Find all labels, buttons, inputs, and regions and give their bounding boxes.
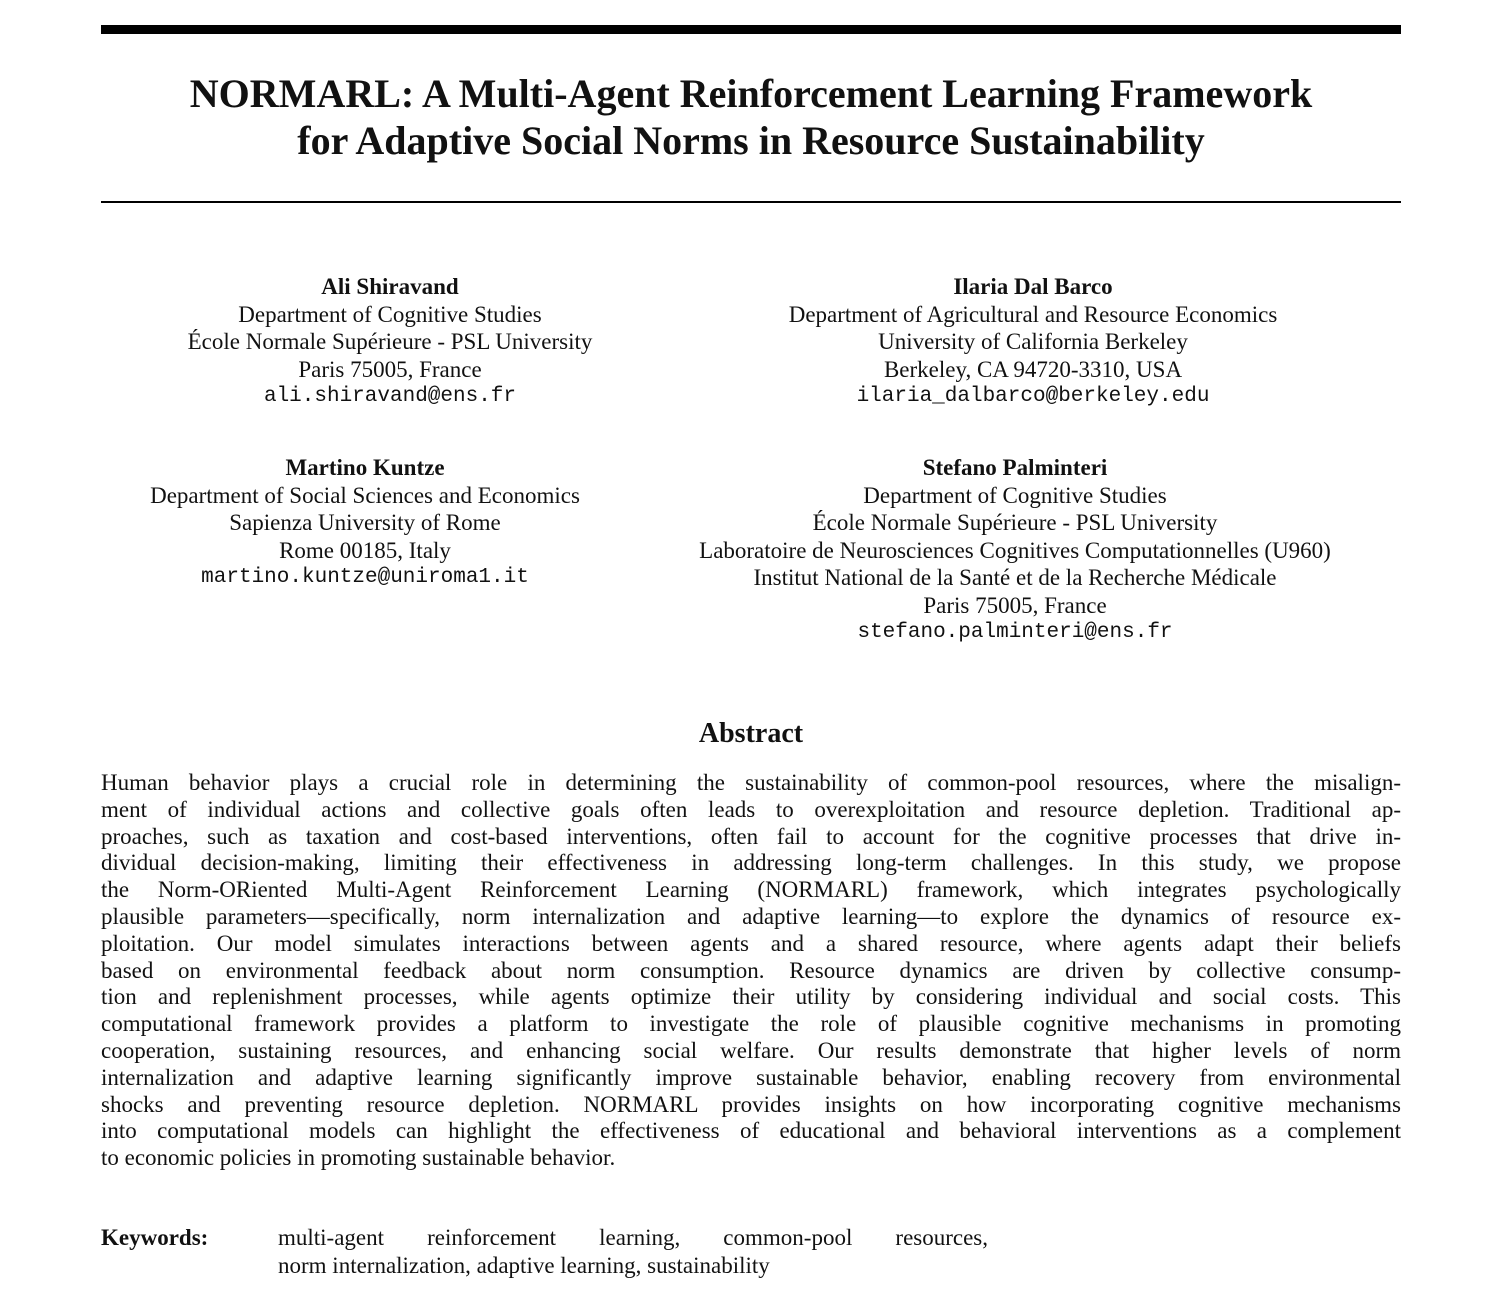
abstract-line: Human behavior plays a crucial role in determining the sustainability of common-pool resources, where the misalign- xyxy=(101,770,1401,795)
author-block-dal-barco xyxy=(683,273,1383,411)
abstract-line: into computational models can highlight the effectiveness of educational and behavioral interventions as a complement xyxy=(101,1118,1401,1144)
author-email[interactable]: martino.kuntze@uniroma1.it xyxy=(201,566,529,589)
abstract-line: tion and replenishment processes, while agents optimize their utility by considering individual and social costs. This xyxy=(101,984,1401,1010)
abstract-line: shocks and preventing resource depletion. NORMARL provides insights on how incorporating cognitive mechanisms xyxy=(101,1091,1401,1117)
author-block-palminteri xyxy=(640,454,1390,647)
abstract-line: ploitation. Our model simulates interactions between agents and a shared resource, where agents adapt their beliefs xyxy=(101,930,1401,956)
author-institution: University of California Berkeley xyxy=(878,329,1188,354)
abstract-line: computational framework provides a platform to investigate the role of plausible cognitive mechanisms in promoting xyxy=(101,1011,1401,1037)
title-rule xyxy=(101,201,1401,203)
abstract-line: the Norm-ORiented Multi-Agent Reinforcement Learning (NORMARL) framework, which integrates psychologically xyxy=(101,877,1401,903)
title-line-2: for Adaptive Social Norms in Resource Sustainability xyxy=(297,118,1205,163)
abstract-line: to economic policies in promoting sustainable behavior. xyxy=(101,1145,616,1171)
author-address: Paris 75005, France xyxy=(923,592,1107,618)
abstract-line: internalization and adaptive learning significantly improve sustainable behavior, enabling recovery from environmental xyxy=(101,1064,1401,1090)
keywords-list xyxy=(278,1224,988,1280)
author-institute: Institut National de la Santé et de la Recherche Médicale xyxy=(753,565,1277,590)
author-address: Berkeley, CA 94720-3310, USA xyxy=(883,356,1183,382)
author-email[interactable]: ilaria_dalbarco@berkeley.edu xyxy=(856,385,1210,408)
author-block-kuntze xyxy=(90,454,640,592)
author-laboratory: Laboratoire de Neurosciences Cognitives Computationnelles (U960) xyxy=(699,537,1331,563)
author-name: Ilaria Dal Barco xyxy=(953,274,1113,299)
author-name: Martino Kuntze xyxy=(285,455,445,480)
paper-title xyxy=(101,70,1401,164)
author-block-shiravand xyxy=(140,273,640,411)
author-email[interactable]: ali.shiravand@ens.fr xyxy=(263,385,517,408)
abstract-heading: Abstract xyxy=(698,718,804,749)
top-rule xyxy=(101,25,1401,34)
abstract-line: cooperation, sustaining resources, and enhancing social welfare. Our results demonstrate that higher levels of norm xyxy=(101,1037,1401,1063)
keywords-label: Keywords: xyxy=(101,1225,209,1250)
keywords-line: norm internalization, adaptive learning, sustainability xyxy=(278,1253,770,1278)
author-institution: École Normale Supérieure - PSL University xyxy=(187,329,593,354)
author-department: Department of Cognitive Studies xyxy=(863,482,1167,508)
abstract-body xyxy=(101,770,1401,1172)
author-address: Rome 00185, Italy xyxy=(279,537,451,563)
author-name: Stefano Palminteri xyxy=(922,455,1108,480)
title-line-1: NORMARL: A Multi-Agent Reinforcement Learning Framework xyxy=(189,71,1313,116)
abstract-line: ment of individual actions and collective goals often leads to overexploitation and resource depletion. Traditional ap- xyxy=(101,796,1401,822)
abstract-line: dividual decision-making, limiting their effectiveness in addressing long-term challenges. In this study, we propose xyxy=(101,850,1401,876)
author-address: Paris 75005, France xyxy=(298,356,482,382)
abstract-line: based on environmental feedback about norm consumption. Resource dynamics are driven by collective consump- xyxy=(101,957,1401,983)
author-institution: École Normale Supérieure - PSL University xyxy=(812,510,1218,535)
abstract-line: plausible parameters—specifically, norm internalization and adaptive learning—to explore the dynamics of resource ex- xyxy=(101,903,1401,929)
abstract-line: proaches, such as taxation and cost-based interventions, often fail to account for the cognitive processes that drive in- xyxy=(101,823,1401,849)
author-department: Department of Social Sciences and Economics xyxy=(150,482,580,508)
keywords-line: multi-agent reinforcement learning, common-pool resources, xyxy=(278,1225,988,1250)
author-department: Department of Agricultural and Resource Economics xyxy=(788,301,1278,327)
author-department: Department of Cognitive Studies xyxy=(238,301,542,327)
author-email[interactable]: stefano.palminteri@ens.fr xyxy=(857,621,1173,644)
author-name: Ali Shiravand xyxy=(321,274,459,299)
author-institution: Sapienza University of Rome xyxy=(229,510,501,535)
